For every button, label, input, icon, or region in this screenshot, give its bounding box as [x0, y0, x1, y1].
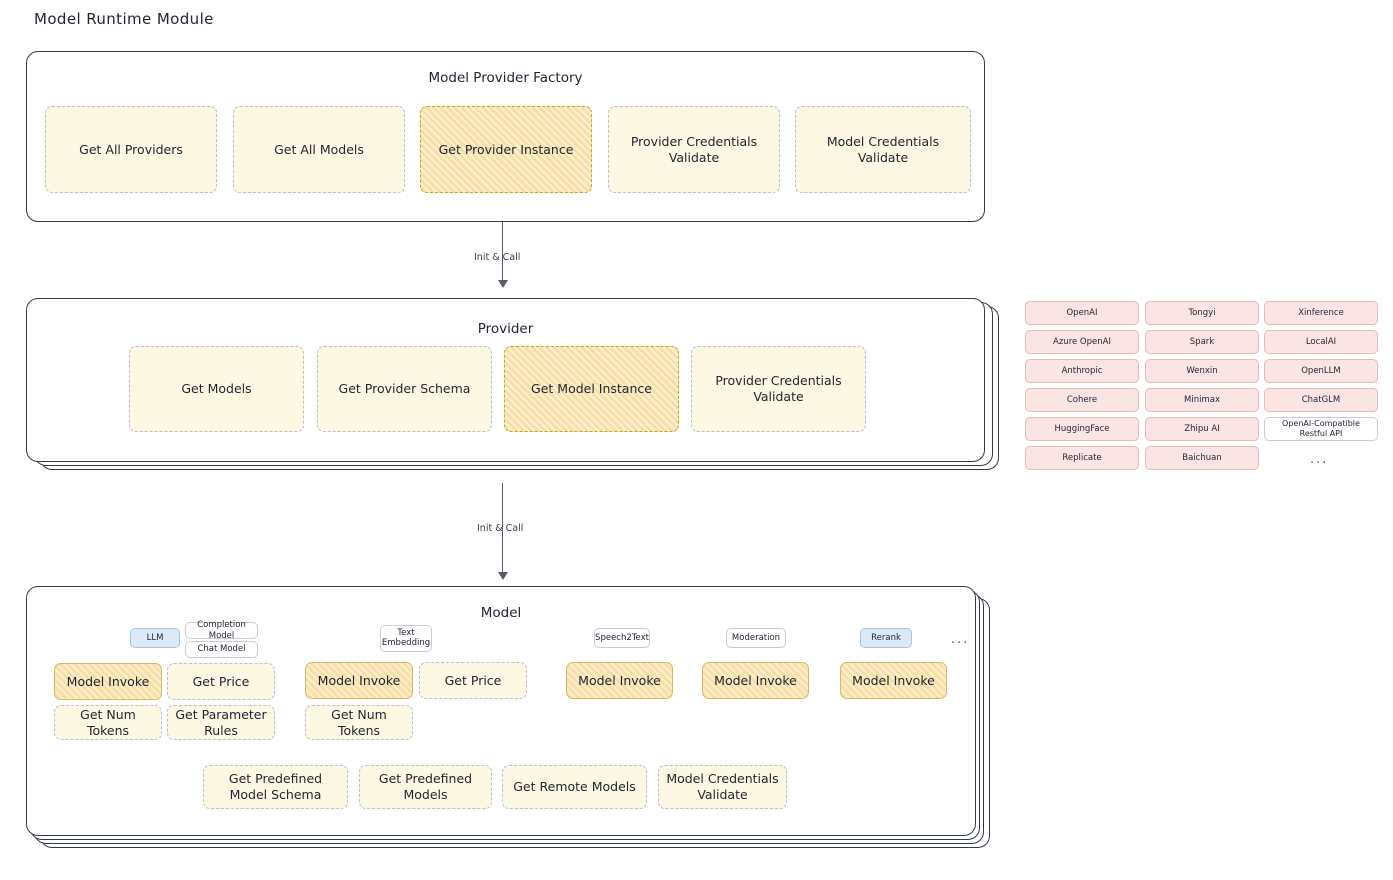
- provider-chip-label: Azure OpenAI: [1053, 336, 1111, 347]
- model-op-llm-get-parameter-rules[interactable]: [167, 705, 275, 740]
- model-type-label: Moderation: [731, 632, 781, 643]
- provider-node-provider-credentials-validate[interactable]: [691, 346, 866, 432]
- provider-chip-label: ChatGLM: [1301, 394, 1341, 405]
- model-op-label: Get Parameter Rules: [175, 706, 267, 738]
- provider-chip-openllm[interactable]: [1264, 359, 1378, 383]
- model-type-speech2text[interactable]: [594, 628, 650, 648]
- provider-node-label: Get Provider Schema: [338, 381, 471, 397]
- provider-chip-cohere[interactable]: [1025, 388, 1139, 412]
- model-op-label: Model Invoke: [852, 672, 935, 688]
- factory-node-label: Get Provider Instance: [438, 141, 574, 157]
- model-shared-op-model-credentials-validate[interactable]: [658, 765, 787, 809]
- provider-chip-label: Xinference: [1298, 307, 1344, 318]
- page-title: Model Runtime Module: [34, 10, 214, 28]
- model-shared-op-get-predefined-model-schema[interactable]: [203, 765, 348, 809]
- provider-chip-minimax[interactable]: [1145, 388, 1259, 412]
- provider-chip-label: Cohere: [1066, 394, 1098, 405]
- model-type-moderation[interactable]: [726, 628, 786, 648]
- model-op-label: Model Invoke: [66, 673, 150, 689]
- factory-node-get-provider-instance[interactable]: [420, 106, 592, 193]
- provider-chip-label: OpenAI-Compatible Restful API: [1282, 419, 1360, 438]
- model-op-llm-get-price[interactable]: [167, 663, 275, 700]
- factory-node-provider-credentials-validate[interactable]: [608, 106, 780, 193]
- provider-chip-label: OpenAI: [1066, 307, 1098, 318]
- model-label: Model: [480, 605, 522, 621]
- model-shared-op-get-predefined-models[interactable]: [359, 765, 492, 809]
- provider-chip-zhipu-ai[interactable]: [1145, 417, 1259, 441]
- provider-chip-azure-openai[interactable]: [1025, 330, 1139, 354]
- provider-chip-chatglm[interactable]: [1264, 388, 1378, 412]
- factory-node-get-all-models[interactable]: [233, 106, 405, 193]
- provider-chip-label: Wenxin: [1186, 365, 1218, 376]
- arrow-factory-to-provider-label: Init & Call: [474, 252, 521, 263]
- provider-chip-label: HuggingFace: [1054, 423, 1110, 434]
- model-op-label: Get Num Tokens: [331, 706, 387, 738]
- model-type-text-embedding[interactable]: [380, 625, 432, 652]
- arrow-provider-to-model-label: Init & Call: [477, 523, 524, 534]
- model-shared-op-label: Get Predefined Models: [378, 771, 473, 802]
- model-type-chat-model[interactable]: [185, 641, 258, 658]
- provider-chip-label: Baichuan: [1182, 452, 1222, 463]
- model-type-rerank[interactable]: [860, 628, 912, 648]
- model-type-label: Rerank: [871, 632, 901, 643]
- model-type-completion-model[interactable]: [185, 619, 258, 641]
- model-shared-op-label: Model Credentials Validate: [666, 771, 779, 802]
- model-op-speech2text-model-invoke[interactable]: [566, 662, 673, 699]
- provider-node-get-model-instance[interactable]: [504, 346, 679, 432]
- provider-chip-label: Minimax: [1184, 394, 1220, 405]
- provider-node-label: Get Model Instance: [531, 381, 652, 397]
- model-op-llm-model-invoke[interactable]: [54, 663, 162, 700]
- model-op-label: Model Invoke: [578, 672, 661, 688]
- model-provider-factory-label: Model Provider Factory: [428, 70, 583, 86]
- provider-chip-xinference[interactable]: [1264, 301, 1378, 325]
- provider-chip-openai[interactable]: [1025, 301, 1139, 325]
- model-type-llm[interactable]: [130, 628, 180, 648]
- factory-node-model-credentials-validate[interactable]: [795, 106, 971, 193]
- model-type-label: Text Embedding: [381, 628, 431, 648]
- model-op-label: Model Invoke: [714, 672, 797, 688]
- provider-list-ellipsis: ...: [1310, 452, 1329, 467]
- model-type-label: Speech2Text: [595, 632, 649, 643]
- provider-chip-replicate[interactable]: [1025, 446, 1139, 470]
- model-types-ellipsis: ...: [951, 632, 970, 647]
- model-op-embedding-get-num-tokens[interactable]: [305, 705, 413, 740]
- provider-chip-label: OpenLLM: [1301, 365, 1341, 376]
- arrow-provider-to-model-head: [498, 572, 508, 580]
- provider-chip-label: Anthropic: [1061, 365, 1103, 376]
- provider-chip-localai[interactable]: [1264, 330, 1378, 354]
- provider-chip-openai-compatible-restful-api[interactable]: [1264, 417, 1378, 441]
- provider-node-get-provider-schema[interactable]: [317, 346, 492, 432]
- provider-chip-label: Spark: [1189, 336, 1215, 347]
- provider-chip-label: Replicate: [1062, 452, 1102, 463]
- model-type-label: LLM: [146, 632, 164, 643]
- provider-node-label: Provider Credentials Validate: [715, 373, 842, 404]
- model-op-embedding-get-price[interactable]: [419, 662, 527, 699]
- model-shared-op-label: Get Predefined Model Schema: [228, 771, 323, 802]
- factory-node-label: Model Credentials Validate: [826, 133, 940, 165]
- factory-node-label: Get All Providers: [79, 141, 183, 157]
- model-op-label: Get Num Tokens: [80, 706, 136, 738]
- model-op-rerank-model-invoke[interactable]: [840, 662, 947, 699]
- provider-chip-label: Zhipu AI: [1184, 423, 1220, 434]
- provider-label: Provider: [477, 321, 534, 337]
- provider-chip-spark[interactable]: [1145, 330, 1259, 354]
- model-type-label: Completion Model: [197, 619, 246, 641]
- provider-chip-huggingface[interactable]: [1025, 417, 1139, 441]
- factory-node-get-all-providers[interactable]: [45, 106, 217, 193]
- factory-node-label: Provider Credentials Validate: [630, 133, 758, 165]
- model-op-label: Get Price: [444, 672, 502, 688]
- model-op-llm-get-num-tokens[interactable]: [54, 705, 162, 740]
- provider-node-get-models[interactable]: [129, 346, 304, 432]
- model-op-embedding-model-invoke[interactable]: [305, 662, 413, 699]
- provider-node-label: Get Models: [181, 381, 252, 397]
- model-op-moderation-model-invoke[interactable]: [702, 662, 809, 699]
- arrow-factory-to-provider-head: [498, 280, 508, 288]
- provider-chip-wenxin[interactable]: [1145, 359, 1259, 383]
- provider-chip-tongyi[interactable]: [1145, 301, 1259, 325]
- provider-chip-anthropic[interactable]: [1025, 359, 1139, 383]
- provider-chip-label: Tongyi: [1188, 307, 1216, 318]
- provider-chip-label: LocalAI: [1305, 336, 1337, 347]
- model-op-label: Model Invoke: [317, 672, 401, 688]
- provider-chip-baichuan[interactable]: [1145, 446, 1259, 470]
- model-op-label: Get Price: [192, 673, 250, 689]
- model-shared-op-get-remote-models[interactable]: [502, 765, 647, 809]
- model-shared-op-label: Get Remote Models: [513, 779, 636, 795]
- model-type-label: Chat Model: [197, 644, 246, 655]
- factory-node-label: Get All Models: [274, 141, 364, 157]
